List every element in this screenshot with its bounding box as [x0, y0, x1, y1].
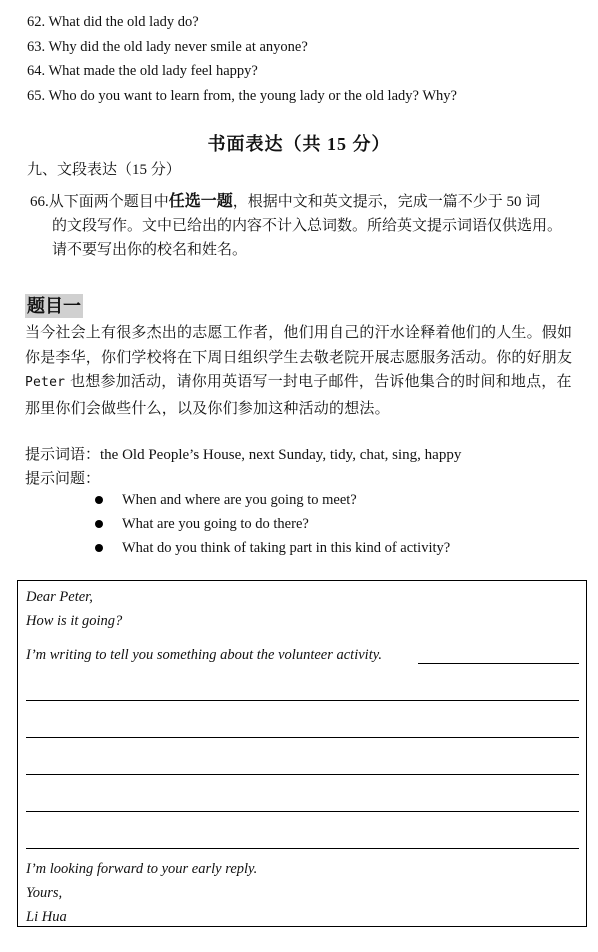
instruction-text-start: 从下面两个题目中	[48, 194, 169, 210]
answer-line-3[interactable]	[26, 774, 579, 775]
topic-label: 题目一	[27, 296, 81, 316]
answer-line-5[interactable]	[26, 848, 579, 849]
letter-greeting: Dear Peter,	[26, 589, 93, 605]
letter-opening: How is it going?	[26, 613, 123, 629]
instruction-text-rest: ，根据中文和英文提示，完成一篇不少于 50 词	[232, 194, 541, 210]
topic-description-part1: 当今社会上有很多杰出的志愿工作者，他们用自己的汗水诠释着他们的人生。假如你是李华，你们学校将在下周日组织学生去敬老院开展志愿服务活动。你的好朋友	[25, 323, 573, 366]
topic-description-part2: 也想参加活动，请你用英语写一封电子邮件，告诉他集合的时间和地点，在那里你们会做些什么，以及你们参加这种活动的想法。	[25, 372, 572, 417]
writing-instruction	[30, 190, 580, 262]
bullet-icon	[95, 544, 103, 552]
question-62: 62. What did the old lady do?	[27, 14, 199, 30]
hint-question-1	[95, 492, 357, 509]
answer-line-4[interactable]	[26, 811, 579, 812]
answer-line-1[interactable]	[26, 700, 579, 701]
question-65: 65. Who do you want to learn from, the young lady or the old lady? Why?	[27, 88, 457, 104]
topic-description	[25, 320, 585, 420]
friend-name: Peter	[25, 375, 66, 390]
part-heading: 九、文段表达（15 分）	[27, 162, 181, 178]
hint-question-text: What do you think of taking part in this kind of activity?	[122, 540, 451, 556]
answer-line-2[interactable]	[26, 737, 579, 738]
section-title: 书面表达（共 15 分）	[207, 134, 391, 154]
bullet-icon	[95, 520, 103, 528]
hint-question-text: What are you going to do there?	[122, 516, 309, 532]
letter-starter: I’m writing to tell you something about the volunteer activity.	[26, 647, 382, 663]
bullet-icon	[95, 496, 103, 504]
answer-line-inline[interactable]	[418, 663, 579, 664]
hint-question-3	[95, 540, 450, 557]
letter-signoff: Yours,	[26, 885, 63, 901]
instruction-line-2: 的文段写作。文中已给出的内容不计入总词数。所给英文提示词语仅供选用。	[52, 218, 563, 234]
instruction-number: 66.	[30, 194, 49, 210]
instruction-line-3: 请不要写出你的校名和姓名。	[52, 242, 248, 258]
letter-signature: Li Hua	[26, 909, 67, 925]
hint-question-text: When and where are you going to meet?	[122, 492, 357, 508]
answer-box	[17, 580, 587, 927]
hint-questions-label: 提示问题：	[25, 471, 101, 487]
question-64: 64. What made the old lady feel happy?	[27, 63, 258, 79]
letter-closing: I’m looking forward to your early reply.	[26, 861, 258, 877]
hint-words: 提示词语：the Old People’s House, next Sunday, tidy, chat, sing, happy	[25, 447, 462, 463]
instruction-emphasis: 任选一题	[168, 193, 233, 210]
hint-question-2	[95, 516, 309, 533]
question-63: 63. Why did the old lady never smile at anyone?	[27, 39, 308, 55]
